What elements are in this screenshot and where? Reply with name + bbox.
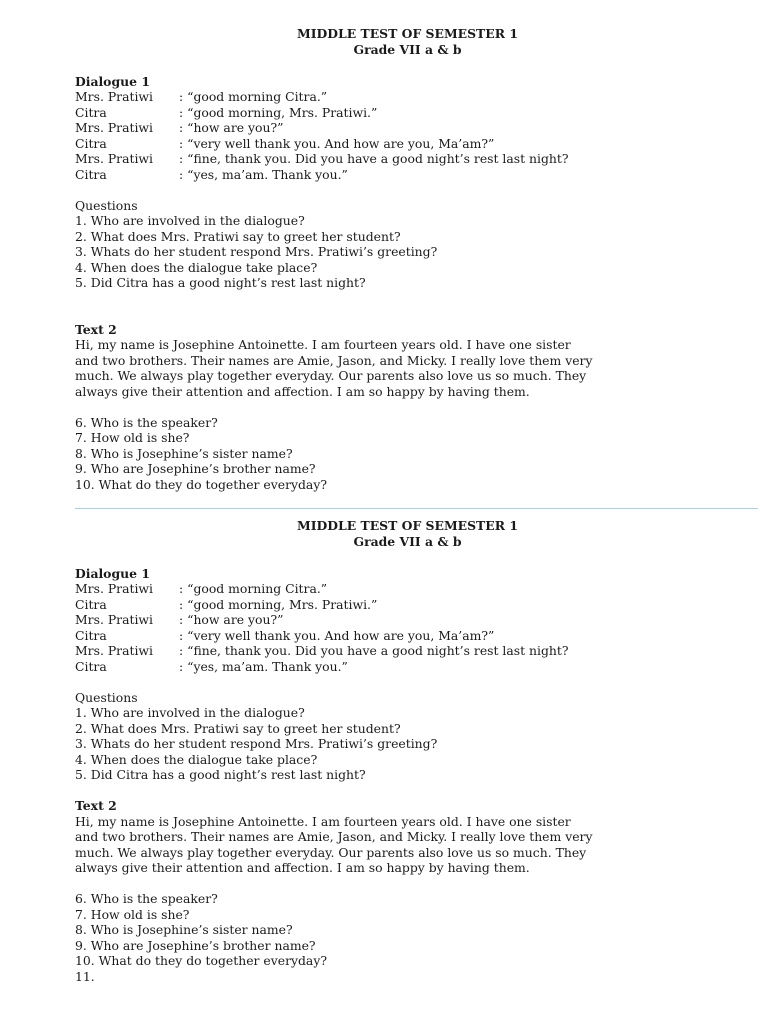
dialogue-line: [75, 89, 725, 105]
question-item: 6. Who is the speaker?: [75, 414, 218, 430]
dialogue-line: [75, 581, 725, 597]
dialogue-title: Dialogue 1: [75, 565, 150, 581]
questions-heading: Questions: [75, 197, 138, 213]
question-item: 11.: [75, 968, 95, 984]
dialogue-speaker: Mrs. Pratiwi: [75, 612, 154, 627]
dialogue-text: : “fine, thank you. Did you have a good night’s rest last night?: [179, 643, 569, 658]
question-item: 3. Whats do her student respond Mrs. Pratiwi’s greeting?: [75, 244, 438, 259]
dialogue-line: [75, 612, 725, 628]
question-item: 5. Did Citra has a good night’s rest last night?: [75, 767, 366, 782]
question-item: 8. Who is Josephine’s sister name?: [75, 445, 293, 461]
dialogue-line: [75, 136, 725, 152]
test-title: MIDDLE TEST OF SEMESTER 1: [297, 26, 518, 41]
dialogue-speaker: Citra: [75, 104, 107, 120]
text-paragraph-line: much. We always play together everyday. Our parents also love us so much. They: [75, 844, 587, 860]
dialogue-line: [75, 659, 725, 675]
dialogue-line: [75, 120, 725, 136]
questions-heading: Questions: [75, 689, 138, 705]
dialogue: [75, 581, 725, 674]
question-item: 7. How old is she?: [75, 430, 190, 445]
dialogue-text: : “yes, ma’am. Thank you.”: [179, 166, 348, 182]
reading-text: [75, 798, 725, 876]
dialogue-text: : “how are you?”: [179, 120, 284, 135]
question-list: [75, 213, 725, 291]
question-item: 10. What do they do together everyday?: [75, 476, 327, 492]
dialogue-text: : “very well thank you. And how are you, Ma’am?”: [179, 627, 495, 643]
dialogue-text: : “good morning, Mrs. Pratiwi.”: [179, 596, 378, 612]
dialogue-title: Dialogue 1: [75, 73, 150, 89]
dialogue: [75, 89, 725, 182]
test-header: [75, 518, 740, 550]
dialogue-line: [75, 597, 725, 613]
question-list: [75, 705, 725, 783]
dialogue-line: [75, 105, 725, 121]
dialogue-speaker: Mrs. Pratiwi: [75, 643, 154, 658]
question-item: 9. Who are Josephine’s brother name?: [75, 937, 316, 953]
question-item: 10. What do they do together everyday?: [75, 953, 327, 968]
dialogue-speaker: Mrs. Pratiwi: [75, 581, 154, 596]
test-sheet-2: [75, 518, 725, 984]
text-paragraph-line: Hi, my name is Josephine Antoinette. I am fourteen years old. I have one sister: [75, 337, 571, 352]
dialogue-text: : “good morning, Mrs. Pratiwi.”: [179, 104, 378, 120]
dialogue-speaker: Mrs. Pratiwi: [75, 89, 154, 104]
text-paragraph-line: Hi, my name is Josephine Antoinette. I am fourteen years old. I have one sister: [75, 813, 571, 829]
question-item: 7. How old is she?: [75, 906, 190, 922]
question-item: 2. What does Mrs. Pratiwi say to greet her student?: [75, 228, 401, 244]
test-sheet-1: [75, 26, 725, 492]
dialogue-speaker: Citra: [75, 135, 107, 151]
page-divider: [75, 508, 758, 509]
dialogue-speaker: Mrs. Pratiwi: [75, 120, 154, 135]
question-item: 8. Who is Josephine’s sister name?: [75, 922, 293, 937]
dialogue-text: : “yes, ma’am. Thank you.”: [179, 658, 348, 674]
question-item: 2. What does Mrs. Pratiwi say to greet her student?: [75, 720, 401, 736]
dialogue-line: [75, 151, 725, 167]
text-paragraph-line: always give their attention and affection. I am so happy by having them.: [75, 383, 530, 399]
test-subtitle: Grade VII a & b: [353, 42, 462, 57]
question-list: [75, 415, 725, 493]
dialogue-speaker: Citra: [75, 658, 107, 674]
dialogue-text: : “very well thank you. And how are you, Ma’am?”: [179, 135, 495, 151]
text-title: Text 2: [75, 321, 117, 337]
question-list: [75, 891, 725, 984]
question-item: 6. Who is the speaker?: [75, 891, 218, 906]
dialogue-text: : “fine, thank you. Did you have a good night’s rest last night?: [179, 151, 569, 166]
test-header: [75, 26, 740, 58]
dialogue-speaker: Citra: [75, 627, 107, 643]
dialogue-text: : “good morning Citra.”: [179, 89, 328, 104]
question-item: 4. When does the dialogue take place?: [75, 259, 318, 275]
dialogue-line: [75, 628, 725, 644]
question-item: 1. Who are involved in the dialogue?: [75, 213, 305, 228]
dialogue-speaker: Citra: [75, 166, 107, 182]
dialogue-text: : “good morning Citra.”: [179, 581, 328, 596]
dialogue-line: [75, 167, 725, 183]
question-item: 9. Who are Josephine’s brother name?: [75, 461, 316, 476]
question-item: 4. When does the dialogue take place?: [75, 751, 318, 767]
text-paragraph-line: and two brothers. Their names are Amie, Jason, and Micky. I really love them very: [75, 829, 593, 844]
question-item: 3. Whats do her student respond Mrs. Pratiwi’s greeting?: [75, 736, 438, 751]
text-paragraph-line: always give their attention and affection. I am so happy by having them.: [75, 860, 530, 875]
question-item: 5. Did Citra has a good night’s rest last night?: [75, 275, 366, 290]
text-paragraph-line: and two brothers. Their names are Amie, Jason, and Micky. I really love them very: [75, 352, 593, 368]
reading-text: [75, 322, 725, 400]
text-paragraph-line: much. We always play together everyday. Our parents also love us so much. They: [75, 368, 587, 383]
dialogue-speaker: Citra: [75, 596, 107, 612]
question-item: 1. Who are involved in the dialogue?: [75, 705, 305, 720]
test-title: MIDDLE TEST OF SEMESTER 1: [297, 518, 518, 533]
test-subtitle: Grade VII a & b: [353, 534, 462, 549]
text-title: Text 2: [75, 798, 117, 813]
dialogue-speaker: Mrs. Pratiwi: [75, 151, 154, 166]
dialogue-text: : “how are you?”: [179, 612, 284, 627]
dialogue-line: [75, 643, 725, 659]
